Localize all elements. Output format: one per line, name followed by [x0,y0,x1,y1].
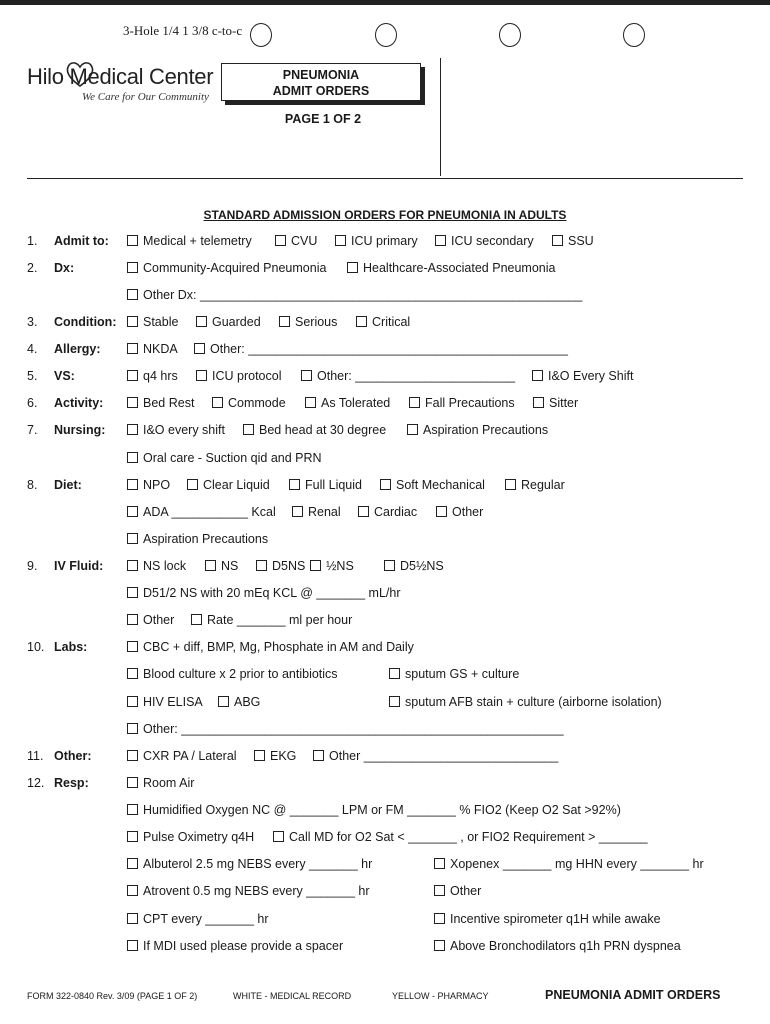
checkbox-option[interactable] [127,423,225,437]
checkbox-option[interactable] [194,342,568,356]
checkbox-option[interactable] [127,695,203,709]
checkbox-icon[interactable] [196,370,207,381]
punch-hole-circle [250,23,272,47]
option-label: Commode [228,396,286,410]
option-label: HIV ELISA [143,695,203,709]
checkbox-option[interactable] [127,234,252,248]
footer-form-number: FORM 322-0840 Rev. 3/09 (PAGE 1 OF 2) [27,991,198,1001]
checkbox-option[interactable] [254,749,296,763]
checkbox-icon[interactable] [127,289,138,300]
checkbox-option[interactable] [191,613,352,627]
option-label: Incentive spirometer q1H while awake [450,912,661,926]
checkbox-option[interactable] [127,288,582,302]
checkbox-icon[interactable] [384,560,395,571]
option-label: As Tolerated [321,396,391,410]
option-label: NS lock [143,559,187,573]
option-label: Humidified Oxygen NC @ _______ LPM or FM _______ % FIO2 (Keep O2 Sat >92%) [143,803,621,817]
checkbox-icon[interactable] [127,587,138,598]
hospital-logo [27,64,217,108]
punch-hole-circle [375,23,397,47]
option-label: Stable [143,315,179,329]
option-label: ICU secondary [451,234,534,248]
option-label: sputum GS + culture [405,667,520,681]
checkbox-option[interactable] [127,559,186,573]
heart-icon [65,60,95,88]
checkbox-icon[interactable] [279,316,290,327]
checkbox-icon[interactable] [127,397,138,408]
footer-title: PNEUMONIA ADMIT ORDERS [545,988,721,1002]
checkbox-option[interactable] [127,396,194,410]
option-label: Other: _______________________ [317,369,516,383]
checkbox-icon[interactable] [552,235,563,246]
checkbox-icon[interactable] [389,696,400,707]
option-label: I&O every shift [143,423,225,437]
checkbox-icon[interactable] [310,560,321,571]
checkbox-icon[interactable] [127,370,138,381]
checkbox-option[interactable] [380,478,485,492]
option-label: Serious [295,315,338,329]
option-label: ICU primary [351,234,418,248]
option-label: CBC + diff, BMP, Mg, Phosphate in AM and Daily [143,640,414,654]
checkbox-icon[interactable] [358,506,369,517]
checkbox-option[interactable] [552,234,594,248]
checkbox-option[interactable] [292,505,341,519]
option-label: Sitter [549,396,579,410]
title-line-2: ADMIT ORDERS [272,84,370,98]
checkbox-icon[interactable] [127,858,138,869]
checkbox-icon[interactable] [127,614,138,625]
checkbox-icon[interactable] [407,424,418,435]
option-label: Albuterol 2.5 mg NEBS every _______ hr [143,857,373,871]
checkbox-option[interactable] [532,369,633,383]
checkbox-option[interactable] [358,505,417,519]
option-label: Atrovent 0.5 mg NEBS every _______ hr [143,884,370,898]
checkbox-icon[interactable] [127,750,138,761]
option-label: Regular [521,478,565,492]
checkbox-icon[interactable] [356,316,367,327]
row-number: 3. [27,315,38,329]
checkbox-icon[interactable] [243,424,254,435]
row-label: Activity: [54,396,104,410]
checkbox-icon[interactable] [127,235,138,246]
row-number: 10. [27,640,45,654]
checkbox-option[interactable] [436,505,483,519]
option-label: sputum AFB stain + culture (airborne isolation) [405,695,662,709]
checkbox-option[interactable] [434,912,661,926]
checkbox-option[interactable] [127,451,322,465]
checkbox-icon[interactable] [533,397,544,408]
option-label: Bed head at 30 degree [259,423,387,437]
checkbox-option[interactable] [279,315,337,329]
option-label: NS [221,559,239,573]
checkbox-icon[interactable] [187,479,198,490]
checkbox-icon[interactable] [127,424,138,435]
checkbox-option[interactable] [205,559,238,573]
checkbox-option[interactable] [505,478,565,492]
row-label: Allergy: [54,342,101,356]
checkbox-icon[interactable] [127,452,138,463]
checkbox-icon[interactable] [273,831,284,842]
checkbox-option[interactable] [384,559,444,573]
option-label: If MDI used please provide a spacer [143,939,344,953]
checkbox-option[interactable] [313,749,558,763]
option-label: Blood culture x 2 prior to antibiotics [143,667,338,681]
checkbox-icon[interactable] [275,235,286,246]
checkbox-option[interactable] [347,261,555,275]
option-label: SSU [568,234,594,248]
checkbox-icon[interactable] [436,506,447,517]
row-number: 2. [27,261,38,275]
checkbox-icon[interactable] [435,235,446,246]
top-border [0,0,770,5]
row-number: 12. [27,776,45,790]
checkbox-icon[interactable] [127,641,138,652]
row-label: VS: [54,369,75,383]
checkbox-icon[interactable] [194,343,205,354]
checkbox-icon[interactable] [127,804,138,815]
checkbox-icon[interactable] [532,370,543,381]
checkbox-icon[interactable] [127,913,138,924]
footer-yellow-copy: YELLOW - PHARMACY [392,991,489,1001]
checkbox-option[interactable] [196,369,281,383]
checkbox-option[interactable] [127,369,178,383]
checkbox-option[interactable] [310,559,354,573]
option-label: D51/2 NS with 20 mEq KCL @ _______ mL/hr [143,586,401,600]
option-label: CPT every _______ hr [143,912,269,926]
checkbox-option[interactable] [533,396,578,410]
row-label: IV Fluid: [54,559,104,573]
checkbox-icon[interactable] [256,560,267,571]
checkbox-icon[interactable] [127,343,138,354]
checkbox-option[interactable] [127,261,326,275]
checkbox-icon[interactable] [313,750,324,761]
option-label: Cardiac [374,505,418,519]
form-heading: STANDARD ADMISSION ORDERS FOR PNEUMONIA IN ADULTS [203,208,567,222]
option-label: Other: _______________________________________________________ [143,722,564,736]
row-number: 8. [27,478,38,492]
checkbox-icon[interactable] [196,316,207,327]
checkbox-option[interactable] [127,749,237,763]
checkbox-icon[interactable] [127,940,138,951]
checkbox-option[interactable] [434,857,704,871]
checkbox-icon[interactable] [127,885,138,896]
checkbox-option[interactable] [356,315,410,329]
checkbox-icon[interactable] [218,696,229,707]
checkbox-option[interactable] [212,396,286,410]
option-label: Clear Liquid [203,478,270,492]
checkbox-option[interactable] [389,695,662,709]
checkbox-option[interactable] [301,369,515,383]
checkbox-icon[interactable] [127,723,138,734]
checkbox-option[interactable] [434,939,681,953]
punch-hole-circle [623,23,645,47]
option-label: Pulse Oximetry q4H [143,830,255,844]
checkbox-icon[interactable] [127,831,138,842]
checkbox-option[interactable] [305,396,390,410]
checkbox-option[interactable] [127,586,401,600]
option-label: CXR PA / Lateral [143,749,237,763]
checkbox-option[interactable] [127,857,372,871]
option-label: Guarded [212,315,261,329]
checkbox-option[interactable] [127,884,370,898]
option-label: Other: ______________________________________________ [210,342,568,356]
checkbox-option[interactable] [196,315,261,329]
option-label: Other [450,884,482,898]
checkbox-option[interactable] [127,803,621,817]
checkbox-option[interactable] [127,939,343,953]
checkbox-option[interactable] [243,423,386,437]
checkbox-icon[interactable] [127,479,138,490]
checkbox-icon[interactable] [289,479,300,490]
row-number: 7. [27,423,38,437]
row-label: Admit to: [54,234,109,248]
row-number: 9. [27,559,38,573]
checkbox-icon[interactable] [127,777,138,788]
checkbox-icon[interactable] [127,533,138,544]
option-label: q4 hrs [143,369,178,383]
checkbox-option[interactable] [127,315,178,329]
option-label: I&O Every Shift [548,369,634,383]
punch-hole-circle [499,23,521,47]
checkbox-icon[interactable] [409,397,420,408]
option-label: Other [143,613,175,627]
option-label: Room Air [143,776,195,790]
checkbox-icon[interactable] [301,370,312,381]
logo-tagline: We Care for Our Community [82,91,209,103]
option-label: Community-Acquired Pneumonia [143,261,327,275]
option-label: NKDA [143,342,178,356]
checkbox-option[interactable] [407,423,548,437]
checkbox-option[interactable] [273,830,648,844]
header-divider-horizontal [27,178,743,179]
option-label: Fall Precautions [425,396,515,410]
row-label: Resp: [54,776,89,790]
logo-name: Hilo Medical Center [27,64,214,89]
checkbox-icon[interactable] [254,750,265,761]
checkbox-option[interactable] [127,776,194,790]
hole-punch-label: 3-Hole 1/4 1 3/8 c-to-c [123,23,243,38]
option-label: EKG [270,749,297,763]
checkbox-option[interactable] [435,234,534,248]
checkbox-icon[interactable] [127,262,138,273]
checkbox-option[interactable] [335,234,418,248]
row-label: Dx: [54,261,75,275]
checkbox-option[interactable] [409,396,515,410]
option-label: Bed Rest [143,396,195,410]
checkbox-option[interactable] [256,559,305,573]
option-label: Other [452,505,484,519]
option-label: ICU protocol [212,369,282,383]
checkbox-icon[interactable] [347,262,358,273]
option-label: ½NS [326,559,354,573]
checkbox-icon[interactable] [380,479,391,490]
checkbox-icon[interactable] [205,560,216,571]
checkbox-option[interactable] [434,884,481,898]
row-label: Other: [54,749,92,763]
option-label: Aspiration Precautions [143,532,269,546]
row-label: Labs: [54,640,88,654]
row-number: 4. [27,342,38,356]
option-label: NPO [143,478,171,492]
row-label: Nursing: [54,423,106,437]
checkbox-icon[interactable] [191,614,202,625]
option-label: D5NS [272,559,306,573]
option-label: ABG [234,695,261,709]
option-label: Soft Mechanical [396,478,485,492]
page-indicator: PAGE 1 OF 2 [284,112,362,126]
checkbox-option[interactable] [127,912,269,926]
option-label: Above Bronchodilators q1h PRN dyspnea [450,939,681,953]
option-label: Medical + telemetry [143,234,252,248]
option-label: Rate _______ ml per hour [207,613,353,627]
row-label: Condition: [54,315,117,329]
checkbox-option[interactable] [289,478,362,492]
row-number: 5. [27,369,38,383]
option-label: Aspiration Precautions [423,423,549,437]
option-label: ADA ___________ Kcal [143,505,276,519]
checkbox-icon[interactable] [127,560,138,571]
checkbox-option[interactable] [127,342,178,356]
option-label: Other ____________________________ [329,749,559,763]
form-title-box [221,63,421,101]
checkbox-option[interactable] [127,478,170,492]
checkbox-icon[interactable] [434,940,445,951]
checkbox-icon[interactable] [127,506,138,517]
checkbox-option[interactable] [218,695,260,709]
checkbox-icon[interactable] [389,668,400,679]
checkbox-option[interactable] [127,830,254,844]
checkbox-option[interactable] [187,478,270,492]
row-label: Diet: [54,478,82,492]
checkbox-option[interactable] [127,613,174,627]
checkbox-icon[interactable] [305,397,316,408]
checkbox-option[interactable] [275,234,317,248]
checkbox-icon[interactable] [212,397,223,408]
option-label: Call MD for O2 Sat < _______ , or FIO2 Requirement > _______ [289,830,648,844]
option-label: Xopenex _______ mg HHN every _______ hr [450,857,704,871]
checkbox-icon[interactable] [434,913,445,924]
header-divider-vertical [440,58,441,176]
option-label: Full Liquid [305,478,362,492]
checkbox-icon[interactable] [335,235,346,246]
checkbox-icon[interactable] [127,316,138,327]
option-label: D5½NS [400,559,444,573]
checkbox-option[interactable] [127,532,268,546]
footer-white-copy: WHITE - MEDICAL RECORD [233,991,352,1001]
title-line-1: PNEUMONIA [282,68,360,82]
checkbox-icon[interactable] [127,668,138,679]
option-label: Renal [308,505,341,519]
row-number: 1. [27,234,38,248]
checkbox-option[interactable] [389,667,519,681]
checkbox-icon[interactable] [292,506,303,517]
checkbox-icon[interactable] [127,696,138,707]
checkbox-icon[interactable] [434,858,445,869]
checkbox-icon[interactable] [434,885,445,896]
checkbox-option[interactable] [127,505,276,519]
row-number: 6. [27,396,38,410]
checkbox-option[interactable] [127,722,564,736]
checkbox-option[interactable] [127,667,338,681]
checkbox-icon[interactable] [505,479,516,490]
row-number: 11. [27,749,44,763]
option-label: Critical [372,315,411,329]
option-label: CVU [291,234,318,248]
option-label: Other Dx: _______________________________________________________ [143,288,583,302]
option-label: Oral care - Suction qid and PRN [143,451,322,465]
checkbox-option[interactable] [127,640,414,654]
option-label: Healthcare-Associated Pneumonia [363,261,556,275]
